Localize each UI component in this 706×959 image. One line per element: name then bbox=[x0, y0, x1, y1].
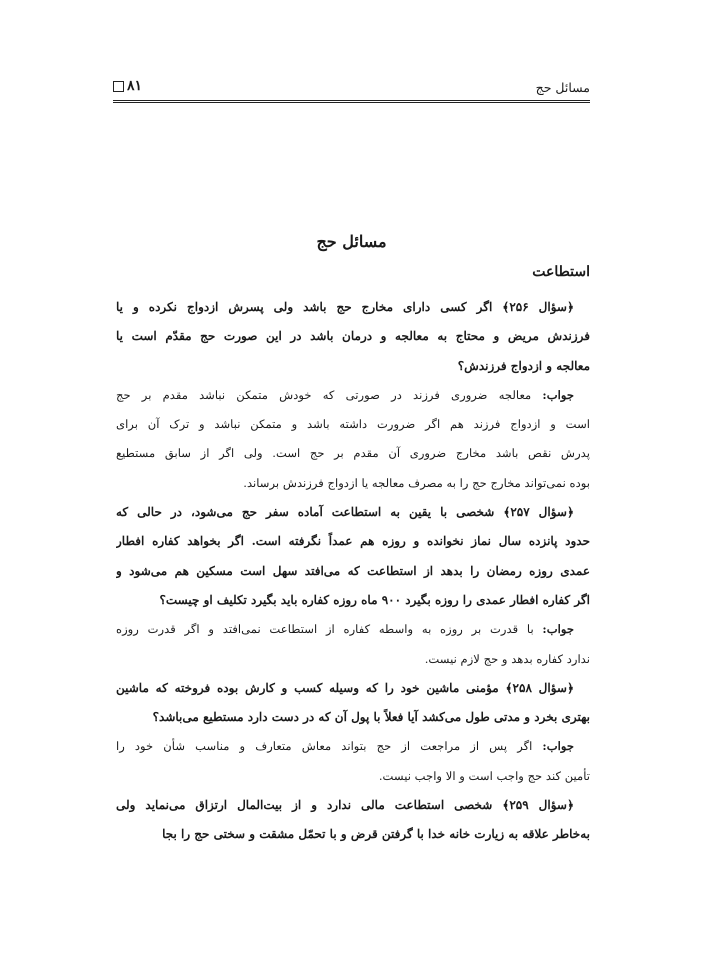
text-line bbox=[116, 703, 590, 732]
line-text: بهتری بخرد و مدتی طول می‌کشد آیا فعلاً با پول آن که در دست دارد مستطیع می‌باشد؟ bbox=[152, 710, 590, 725]
text-line bbox=[116, 381, 590, 410]
line-text: معالجه و ازدواج فرزندش؟ bbox=[457, 358, 590, 373]
text-line bbox=[116, 293, 590, 322]
page-title: مسائل حج bbox=[316, 232, 387, 251]
question-label: ﴿سؤال ۲۵۶﴾ bbox=[502, 300, 574, 314]
running-title: مسائل حج bbox=[535, 80, 590, 95]
page-number-text: ۸۱ bbox=[127, 78, 143, 94]
line-text: مؤمنی ماشین خود را که وسیله کسب و کارش بوده فروخته که ماشین bbox=[116, 680, 506, 695]
answer-label: جواب: bbox=[542, 622, 574, 637]
line-text: اگر کسی دارای مخارج حج باشد ولی پسرش ازدواج نکرده و یا bbox=[116, 300, 503, 314]
text-line bbox=[116, 586, 590, 615]
line-text: حدود پانزده سال نماز نخوانده و روزه هم عمداً نگرفته است. اگر بخواهد کفاره افطار bbox=[116, 534, 590, 549]
answer-paragraph bbox=[116, 615, 590, 674]
square-ornament-icon bbox=[113, 81, 124, 92]
question-paragraph bbox=[116, 293, 590, 381]
question-paragraph bbox=[116, 674, 590, 733]
text-body bbox=[116, 293, 590, 850]
line-text: ندارد کفاره بدهد و حج لازم نیست. bbox=[424, 651, 590, 666]
text-line bbox=[116, 527, 590, 556]
text-line bbox=[116, 410, 590, 439]
text-line bbox=[116, 791, 590, 820]
line-text: است و ازدواج فرزند هم اگر ضرورت داشته باشد و متمکن نباشد و ترک آن برای bbox=[116, 417, 590, 432]
line-text: اگر کفاره افطار عمدی را روزه بگیرد ۹۰۰ ماه روزه کفاره باید بگیرد تکلیف او چیست؟ bbox=[159, 592, 590, 607]
line-text: عمدی روزه رمضان را بدهد از استطاعت که می‌افتد سهل است مسکین هم می‌شود و bbox=[116, 563, 590, 578]
line-text: شخصی استطاعت مالی ندارد و از بیت‌المال ارتزاق می‌نماید ولی bbox=[116, 798, 503, 813]
answer-label: جواب: bbox=[542, 739, 574, 754]
question-paragraph bbox=[116, 791, 590, 850]
page-header bbox=[113, 78, 590, 103]
text-line bbox=[116, 645, 590, 674]
text-line bbox=[116, 557, 590, 586]
answer-label: جواب: bbox=[542, 387, 574, 402]
text-line bbox=[116, 498, 590, 527]
text-line bbox=[116, 820, 590, 849]
question-paragraph bbox=[116, 498, 590, 615]
page-number bbox=[113, 78, 142, 94]
line-text: بوده نمی‌تواند مخارج حج را به مصرف معالجه یا ازدواج فرزندش برساند. bbox=[243, 475, 590, 490]
line-text: فرزندش مریض و محتاج به معالجه و درمان باشد در این صورت حج مقدّم است یا bbox=[116, 329, 590, 344]
text-line bbox=[116, 322, 590, 351]
answer-paragraph bbox=[116, 732, 590, 791]
text-line bbox=[116, 732, 590, 761]
line-text: شخصی با یقین به استطاعت آماده سفر حج می‌شود، در حالی که bbox=[116, 505, 504, 520]
text-line bbox=[116, 469, 590, 498]
section-title: استطاعت bbox=[532, 264, 590, 280]
text-line bbox=[116, 674, 590, 703]
text-line bbox=[116, 352, 590, 381]
line-text: معالجه ضروری فرزند در صورتی که خودش متمکن نباشد مقدم بر حج bbox=[116, 387, 543, 402]
question-label: ﴿سؤال ۲۵۸﴾ bbox=[505, 680, 575, 695]
line-text: پدرش نقص باشد مخارج ضروری آن مقدم بر حج است. ولی اگر از سابق مستطیع bbox=[116, 446, 590, 461]
question-label: ﴿سؤال ۲۵۹﴾ bbox=[502, 798, 575, 813]
line-text: به‌خاطر علاقه به زیارت خانه خدا با گرفتن قرض و با تحمّل مشقت و سختی حج را بجا bbox=[162, 827, 590, 842]
line-text: با قدرت بر روزه به واسطه کفاره از استطاعت نمی‌افتد و اگر قدرت روزه bbox=[116, 622, 543, 637]
answer-paragraph bbox=[116, 381, 590, 498]
text-line bbox=[116, 439, 590, 468]
line-text: تأمین کند حج واجب است و الا واجب نیست. bbox=[378, 768, 590, 783]
text-line bbox=[116, 762, 590, 791]
question-label: ﴿سؤال ۲۵۷﴾ bbox=[503, 505, 575, 520]
text-line bbox=[116, 615, 590, 644]
line-text: اگر پس از مراجعت از حج بتواند معاش متعارف و مناسب شأن خود را bbox=[116, 739, 543, 754]
